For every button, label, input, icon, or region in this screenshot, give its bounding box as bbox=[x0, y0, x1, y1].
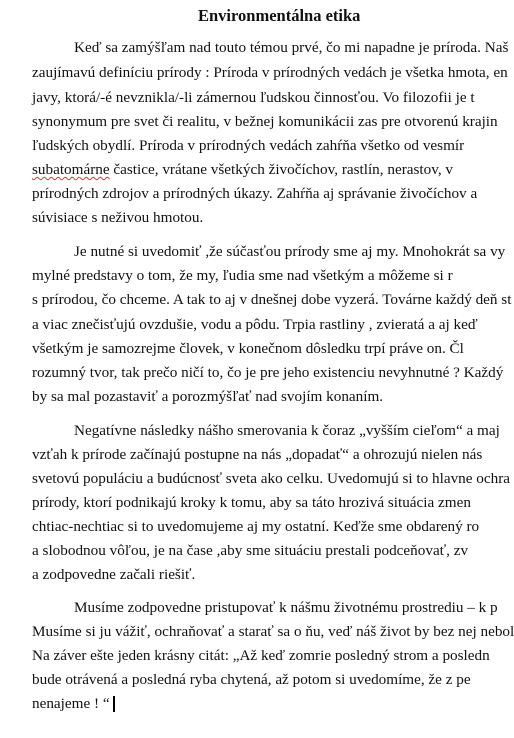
paragraph-3-line: a slobodnou vôľou, je na čase ,aby sme situáciu prestali podceňovať, zv bbox=[32, 542, 469, 559]
paragraph-4-line: nenajeme ! “ bbox=[32, 695, 110, 712]
paragraph-1-line: synonymum pre svet či realitu, v bežnej komunikácii zas pre otvorenú krajin bbox=[32, 113, 498, 130]
paragraph-2-line: a viac znečisťujú ovzdušie, vodu a pôdu. Trpia rastliny , zvieratá a aj keď bbox=[32, 316, 478, 333]
document-title: Environmentálna etika bbox=[198, 6, 361, 25]
paragraph-2-line: rozumný tvor, tak prečo ničí to, čo je pre jeho existenciu nevyhnutné ? Každý bbox=[32, 364, 504, 381]
paragraph-1-line: javy, ktorá/-é nevznikla/-li zámernou ľudskou činnosťou. Vo filozofii je t bbox=[32, 89, 475, 106]
paragraph-2-line: s prírodou, čo chceme. A tak to aj v dnešnej dobe vyzerá. Továrne každý deň st bbox=[32, 291, 512, 308]
paragraph-1-line: zaujímavú definíciu prírody : Príroda v prírodných vedách je všetka hmota, en bbox=[32, 64, 508, 81]
paragraph-4-line: Na záver ešte jeden krásny citát: „Až keď zomrie posledný strom a posledn bbox=[32, 647, 490, 664]
paragraph-3-line: vzťah k prírode začínajú postupne na nás „dopadať“ a ohrozujú nielen nás bbox=[32, 446, 483, 463]
paragraph-2-line: by sa mal pozastaviť a porozmýšľať nad svojím konaním. bbox=[32, 388, 384, 405]
paragraph-4-line: Musíme zodpovedne pristupovať k nášmu životnému prostrediu – k p bbox=[74, 599, 498, 616]
paragraph-4-line: Musíme si ju vážiť, ochraňovať a starať sa o ňu, veď náš život by bez nej nebol bbox=[32, 623, 514, 640]
paragraph-3-line: chtiac-nechtiac si to uvedomujeme aj my ostatní. Keďže sme obdarený ro bbox=[32, 518, 480, 535]
paragraph-1-line: Keď sa zamýšľam nad touto témou prvé, čo mi napadne je príroda. Naš bbox=[74, 39, 509, 56]
paragraph-4-line: bude otrávená a posledná ryba chytená, až potom si uvedomíme, že z pe bbox=[32, 671, 471, 688]
paragraph-2-line: všetkým je samozrejme človek, v konečnom dôsledku trpí práve on. Čl bbox=[32, 340, 464, 357]
text-cursor bbox=[113, 696, 115, 712]
paragraph-3-line: a zodpovedne začali riešiť. bbox=[32, 566, 196, 583]
spelling-error-word[interactable]: subatomárne bbox=[32, 161, 110, 178]
paragraph-1-line bbox=[32, 160, 453, 180]
paragraph-2-line: mylné predstavy o tom, že my, ľudia sme nad všetkým a môžeme si r bbox=[32, 267, 453, 284]
paragraph-1-line: ľudských obydlí. Príroda v prírodných vedách zahŕňa všetko od vesmír bbox=[32, 137, 465, 154]
paragraph-3-line: prírody, ktorí podnikajú kroky k tomu, aby sa táto hrozivá situácia zmen bbox=[32, 494, 471, 511]
line-text: častice, vrátane všetkých živočíchov, rastlín, nerastov, v bbox=[109, 161, 454, 178]
paragraph-2-line: Je nutné si uvedomiť ,že súčasťou prírody sme aj my. Mnohokrát sa vy bbox=[74, 243, 506, 260]
paragraph-1-line: prírodných zdrojov a prírodných úkazy. Zahŕňa aj správanie živočíchov a bbox=[32, 185, 478, 202]
paragraph-1-line: súvisiace s neživou hmotou. bbox=[32, 209, 204, 226]
paragraph-3-line: Negatívne následky nášho smerovania k čoraz „vyšším cieľom“ a maj bbox=[74, 422, 500, 439]
paragraph-3-line: svetovú populáciu a budúcnosť sveta ako celku. Uvedomujú si to hlavne ochra bbox=[32, 470, 511, 487]
